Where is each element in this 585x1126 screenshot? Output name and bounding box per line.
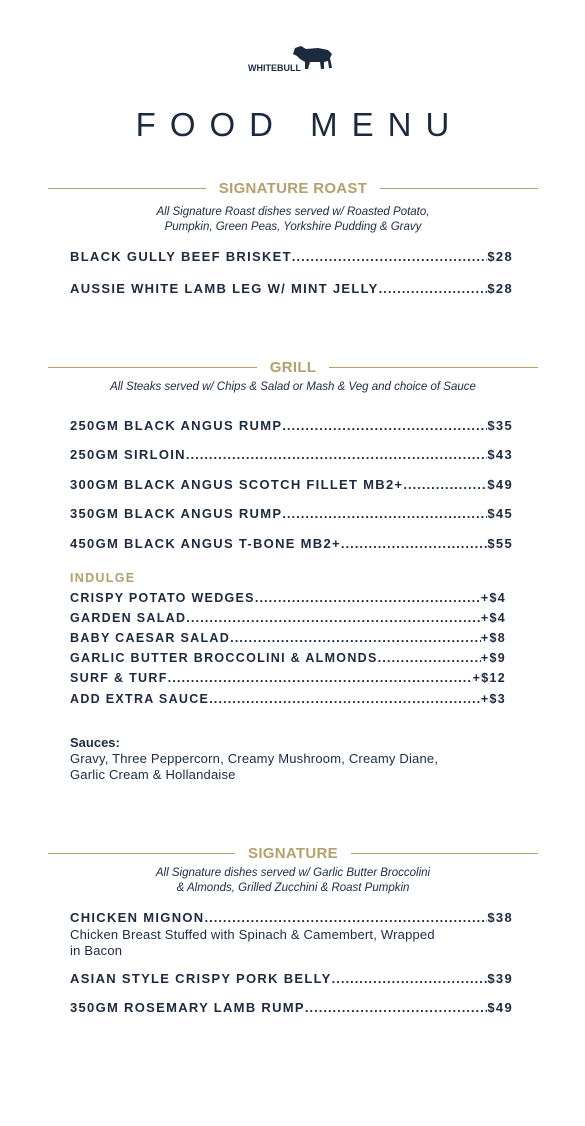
addon-item bbox=[70, 670, 506, 685]
logo-text: WHITEBULL bbox=[247, 63, 301, 73]
item-price: $28 bbox=[487, 281, 513, 296]
addon-item bbox=[70, 650, 506, 665]
menu-item bbox=[70, 506, 513, 521]
leader-dots bbox=[282, 506, 487, 521]
leader-dots bbox=[168, 670, 473, 685]
item-price: $49 bbox=[487, 1000, 513, 1015]
item-name: ASIAN STYLE CRISPY PORK BELLY bbox=[70, 971, 332, 986]
item-price: $55 bbox=[487, 536, 513, 551]
leader-dots bbox=[305, 1000, 488, 1015]
page-title: FOOD MENU bbox=[135, 106, 464, 143]
divider bbox=[380, 188, 538, 189]
note-line: All Signature Roast dishes served w/ Roasted Potato, bbox=[156, 206, 430, 218]
item-name: 300GM BLACK ANGUS SCOTCH FILLET MB2+ bbox=[70, 477, 404, 492]
leader-dots bbox=[341, 536, 488, 551]
note-line: & Almonds, Grilled Zucchini & Roast Pumpkin bbox=[176, 882, 410, 894]
section-heading-signature bbox=[48, 843, 538, 863]
leader-dots bbox=[230, 630, 481, 645]
section-note bbox=[48, 205, 538, 235]
addon-item bbox=[70, 590, 506, 605]
menu-item bbox=[70, 1000, 513, 1015]
section-note bbox=[48, 866, 538, 896]
item-name: CHICKEN MIGNON bbox=[70, 910, 205, 925]
description-line: in Bacon bbox=[70, 943, 123, 958]
addon-item bbox=[70, 630, 506, 645]
item-name: GARDEN SALAD bbox=[70, 611, 187, 625]
sauces-title: Sauces: bbox=[70, 735, 120, 750]
item-name: 250GM BLACK ANGUS RUMP bbox=[70, 418, 283, 433]
section-title: SIGNATURE ROAST bbox=[218, 179, 368, 197]
leader-dots bbox=[379, 281, 488, 296]
addon-item bbox=[70, 610, 506, 625]
menu-item bbox=[70, 536, 513, 551]
item-price: $39 bbox=[487, 971, 513, 986]
sauces-list bbox=[70, 751, 510, 783]
section-title: SIGNATURE bbox=[248, 844, 338, 862]
divider bbox=[48, 853, 235, 854]
menu-item bbox=[70, 249, 513, 264]
sauces-line: Gravy, Three Peppercorn, Creamy Mushroom, Creamy Diane, bbox=[70, 751, 439, 766]
menu-item bbox=[70, 447, 513, 462]
item-name: SURF & TURF bbox=[70, 671, 168, 685]
section-heading-signature-roast bbox=[48, 178, 538, 198]
leader-dots bbox=[186, 610, 481, 625]
leader-dots bbox=[403, 477, 487, 492]
section-title: GRILL bbox=[269, 358, 317, 376]
item-price: +$4 bbox=[480, 611, 506, 625]
menu-item bbox=[70, 910, 513, 925]
leader-dots bbox=[378, 650, 481, 665]
item-price: $45 bbox=[487, 506, 513, 521]
menu-item bbox=[70, 418, 513, 433]
divider bbox=[48, 188, 206, 189]
section-note: All Steaks served w/ Chips & Salad or Mash & Veg and choice of Sauce bbox=[110, 381, 476, 393]
divider bbox=[351, 853, 538, 854]
menu-item bbox=[70, 971, 513, 986]
menu-item bbox=[70, 281, 513, 296]
item-name: ADD EXTRA SAUCE bbox=[70, 692, 210, 706]
item-price: $35 bbox=[487, 418, 513, 433]
leader-dots bbox=[186, 447, 488, 462]
item-price: +$9 bbox=[480, 651, 506, 665]
section-heading-grill bbox=[48, 357, 538, 377]
item-name: 250GM SIRLOIN bbox=[70, 447, 186, 462]
description-line: Chicken Breast Stuffed with Spinach & Camembert, Wrapped bbox=[70, 927, 435, 942]
item-name: BLACK GULLY BEEF BRISKET bbox=[70, 249, 292, 264]
logo bbox=[0, 44, 585, 74]
leader-dots bbox=[292, 249, 488, 264]
leader-dots bbox=[332, 971, 488, 986]
divider bbox=[329, 367, 538, 368]
item-price: +$12 bbox=[472, 671, 506, 685]
divider bbox=[48, 367, 257, 368]
menu-item bbox=[70, 477, 513, 492]
item-name: 350GM BLACK ANGUS RUMP bbox=[70, 506, 283, 521]
item-name: BABY CAESAR SALAD bbox=[70, 631, 231, 645]
leader-dots bbox=[204, 910, 487, 925]
sauces-line: Garlic Cream & Hollandaise bbox=[70, 767, 236, 782]
leader-dots bbox=[255, 590, 481, 605]
leader-dots bbox=[282, 418, 487, 433]
indulge-heading: INDULGE bbox=[70, 571, 136, 585]
addon-item bbox=[70, 691, 506, 706]
item-name: 450GM BLACK ANGUS T-BONE MB2+ bbox=[70, 536, 341, 551]
bull-logo-icon bbox=[248, 44, 338, 74]
item-price: $43 bbox=[487, 447, 513, 462]
item-price: $28 bbox=[487, 249, 513, 264]
item-price: +$4 bbox=[480, 591, 506, 605]
item-name: GARLIC BUTTER BROCCOLINI & ALMONDS bbox=[70, 651, 378, 665]
note-line: All Signature dishes served w/ Garlic Butter Broccolini bbox=[155, 867, 431, 879]
item-price: $38 bbox=[487, 910, 513, 925]
note-line: Pumpkin, Green Peas, Yorkshire Pudding & Gravy bbox=[164, 221, 422, 233]
item-price: $49 bbox=[487, 477, 513, 492]
item-name: AUSSIE WHITE LAMB LEG W/ MINT JELLY bbox=[70, 281, 379, 296]
item-description bbox=[70, 927, 510, 959]
item-name: CRISPY POTATO WEDGES bbox=[70, 591, 255, 605]
item-price: +$3 bbox=[480, 692, 506, 706]
item-price: +$8 bbox=[480, 631, 506, 645]
leader-dots bbox=[209, 691, 481, 706]
item-name: 350GM ROSEMARY LAMB RUMP bbox=[70, 1000, 305, 1015]
